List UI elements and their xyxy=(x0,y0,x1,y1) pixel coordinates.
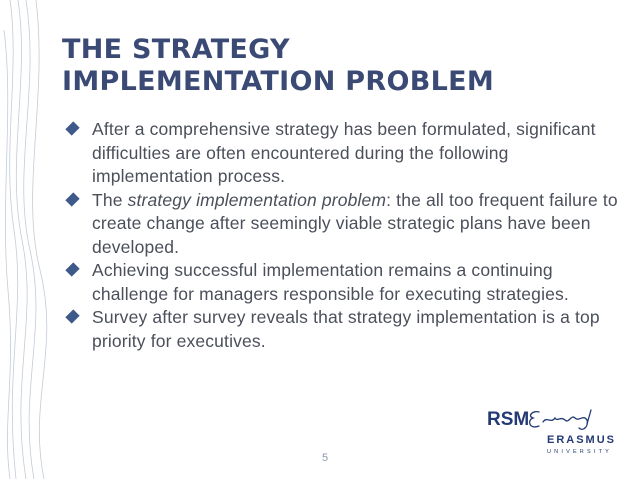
diamond-bullet-icon xyxy=(65,262,79,276)
diamond-bullet-icon xyxy=(65,192,79,206)
bullet-list xyxy=(62,118,622,353)
slide-title-line-1: THE STRATEGY xyxy=(62,34,290,65)
bullet-item xyxy=(62,118,622,189)
bullet-text: Survey after survey reveals that strategy implementation is a top priority for executives. xyxy=(92,307,600,351)
logo-abbr: RSM xyxy=(487,409,530,430)
diamond-bullet-icon xyxy=(65,121,79,135)
bullet-text: After a comprehensive strategy has been formulated, significant difficulties are often encountered during the following implementation process. xyxy=(92,119,596,186)
logo-subtitle: UNIVERSITY xyxy=(547,449,613,455)
bullet-suffix: : the all too frequent failure to create change after seemingly viable strategic plans have been developed. xyxy=(92,189,618,257)
bullet-text xyxy=(92,189,622,260)
bullet-prefix: The xyxy=(92,189,128,210)
bullet-item xyxy=(62,306,622,353)
page-number: 5 xyxy=(322,452,329,464)
bullet-item xyxy=(62,259,622,306)
bullet-item xyxy=(62,189,622,260)
logo-name: ERASMUS xyxy=(547,434,617,446)
bullet-text: Achieving successful implementation remains a continuing challenge for managers responsible for executing strategies. xyxy=(92,260,569,304)
slide-title-line-2: IMPLEMENTATION PROBLEM xyxy=(62,66,495,97)
slide-title xyxy=(62,34,494,98)
decorative-lines xyxy=(0,0,60,479)
rsm-erasmus-logo xyxy=(487,404,617,464)
diamond-bullet-icon xyxy=(65,309,79,323)
emphasized-term: strategy implementation problem xyxy=(127,189,387,210)
erasmus-signature-icon xyxy=(525,404,605,436)
